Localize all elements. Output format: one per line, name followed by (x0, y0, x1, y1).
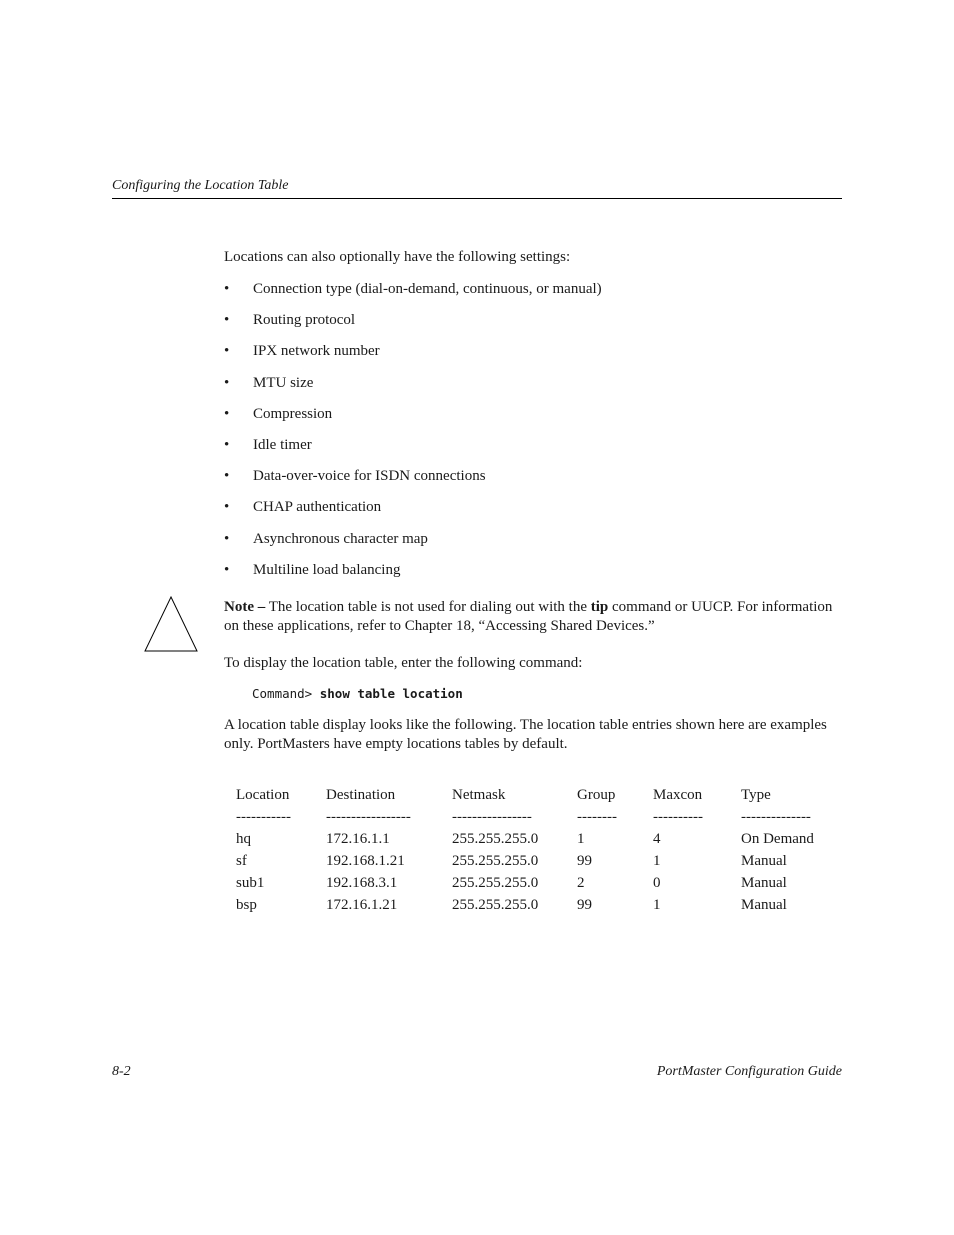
table-row (236, 850, 836, 872)
column-header: Maxcon (653, 786, 703, 803)
list-item: • Multiline load balancing (224, 561, 401, 578)
table-cell: 192.168.3.1 (326, 874, 398, 891)
table-cell: 192.168.1.21 (326, 852, 405, 869)
dash-separator: ---------------- (452, 808, 532, 825)
bullet: • (224, 561, 230, 578)
list-item: • Asynchronous character map (224, 530, 428, 547)
bullet: • (224, 405, 230, 422)
list-item: • CHAP authentication (224, 499, 382, 516)
table-row (236, 894, 836, 916)
bullet: • (224, 499, 230, 516)
table-cell: 2 (577, 874, 585, 891)
list-item: • Connection type (dial-on-demand, continuous, or manual) (224, 281, 602, 297)
table-header-row (236, 784, 836, 806)
tip-keyword: tip (590, 599, 609, 615)
list-item: • Data-over-voice for ISDN connections (224, 468, 486, 485)
table-cell: hq (236, 830, 251, 847)
column-header: Destination (326, 786, 396, 803)
warning-triangle-icon (144, 596, 198, 652)
command-prompt: Command> (252, 686, 313, 701)
list-item: • Compression (224, 405, 333, 422)
table-cell: 255.255.255.0 (452, 852, 539, 869)
column-header: Netmask (452, 786, 506, 803)
note-paragraph: Note – The location table is not used for dialing out with the tip command or UUCP. For information on these applications, refer to Chapter 18, “Accessing Shared Devices.” (224, 599, 833, 634)
table-cell: 255.255.255.0 (452, 874, 539, 891)
dash-separator: -------------- (741, 808, 811, 825)
page-number: 8-2 (112, 1064, 131, 1079)
header-rule (112, 198, 842, 199)
note-label: Note – (224, 599, 266, 615)
list-item: • Routing protocol (224, 312, 356, 329)
table-cell: 255.255.255.0 (452, 896, 539, 913)
dash-separator: ---------- (653, 808, 703, 825)
column-header: Location (236, 786, 290, 803)
bullet: • (224, 530, 230, 547)
table-cell: 255.255.255.0 (452, 830, 539, 847)
table-dash-row (236, 806, 836, 828)
table-cell: sub1 (236, 874, 265, 891)
table-cell: 1 (653, 852, 661, 869)
settings-list (224, 280, 602, 592)
bullet: • (224, 468, 230, 485)
table-cell: 99 (577, 896, 592, 913)
table-cell: 99 (577, 852, 592, 869)
bullet: • (224, 374, 230, 391)
table-cell: 1 (577, 830, 585, 847)
table-cell: 172.16.1.21 (326, 896, 398, 913)
list-item: • Idle timer (224, 436, 312, 453)
column-header: Type (741, 786, 771, 803)
dash-separator: ----------- (236, 808, 291, 825)
table-cell: sf (236, 852, 247, 869)
table-cell: Manual (741, 896, 787, 913)
dash-separator: ----------------- (326, 808, 411, 825)
book-title: PortMaster Configuration Guide (656, 1064, 842, 1079)
table-cell: 1 (653, 896, 661, 913)
bullet: • (224, 343, 230, 360)
table-cell: On Demand (741, 830, 814, 847)
table-cell: 4 (653, 830, 661, 847)
display-instruction: To display the location table, enter the following command: (224, 655, 583, 671)
list-item: • MTU size (224, 374, 314, 391)
bullet: • (224, 312, 230, 329)
location-table (236, 784, 836, 916)
column-header: Group (577, 786, 616, 803)
intro-paragraph: Locations can also optionally have the following settings: (224, 249, 571, 265)
command-example (252, 686, 463, 702)
table-row (236, 872, 836, 894)
table-cell: Manual (741, 874, 787, 891)
command-text: show table location (319, 686, 463, 701)
table-cell: Manual (741, 852, 787, 869)
dash-separator: -------- (577, 808, 617, 825)
bullet: • (224, 281, 230, 297)
table-row (236, 828, 836, 850)
table-cell: 172.16.1.1 (326, 830, 390, 847)
table-intro-paragraph: A location table display looks like the following. The location table entries shown here are examples only. PortMasters have empty locations tables by default. (224, 717, 827, 752)
running-header: Configuring the Location Table (112, 178, 289, 193)
bullet: • (224, 436, 230, 453)
list-item: • IPX network number (224, 343, 380, 360)
table-cell: bsp (236, 896, 257, 913)
table-cell: 0 (653, 874, 661, 891)
